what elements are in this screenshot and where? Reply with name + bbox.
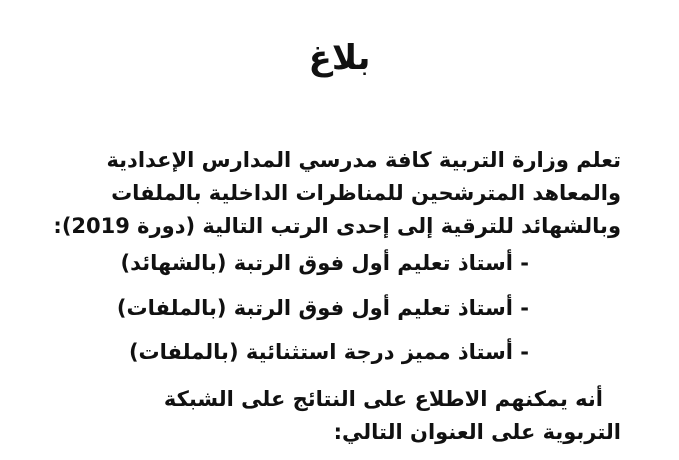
list-item: - أستاذ مميز درجة استثنائية (بالملفات) xyxy=(128,340,529,364)
intro-paragraph xyxy=(41,144,621,243)
document-title: بلاغ xyxy=(308,38,371,78)
outro-line: التربوية على العنوان التالي: xyxy=(333,420,621,444)
intro-line: والمعاهد المترشحين للمناظرات الداخلية بالملفات xyxy=(111,181,621,205)
outro-paragraph xyxy=(41,383,621,449)
intro-line: وبالشهائد للترقية إلى إحدى الرتب التالية (دورة 2019): xyxy=(53,214,621,238)
outro-line: أنه يمكنهم الاطلاع على النتائج على الشبكة xyxy=(163,387,603,411)
intro-line: تعلم وزارة التربية كافة مدرسي المدارس الإعدادية xyxy=(106,148,621,172)
list-item: - أستاذ تعليم أول فوق الرتبة (بالشهائد) xyxy=(120,251,529,275)
list-item: - أستاذ تعليم أول فوق الرتبة (بالملفات) xyxy=(116,296,529,320)
